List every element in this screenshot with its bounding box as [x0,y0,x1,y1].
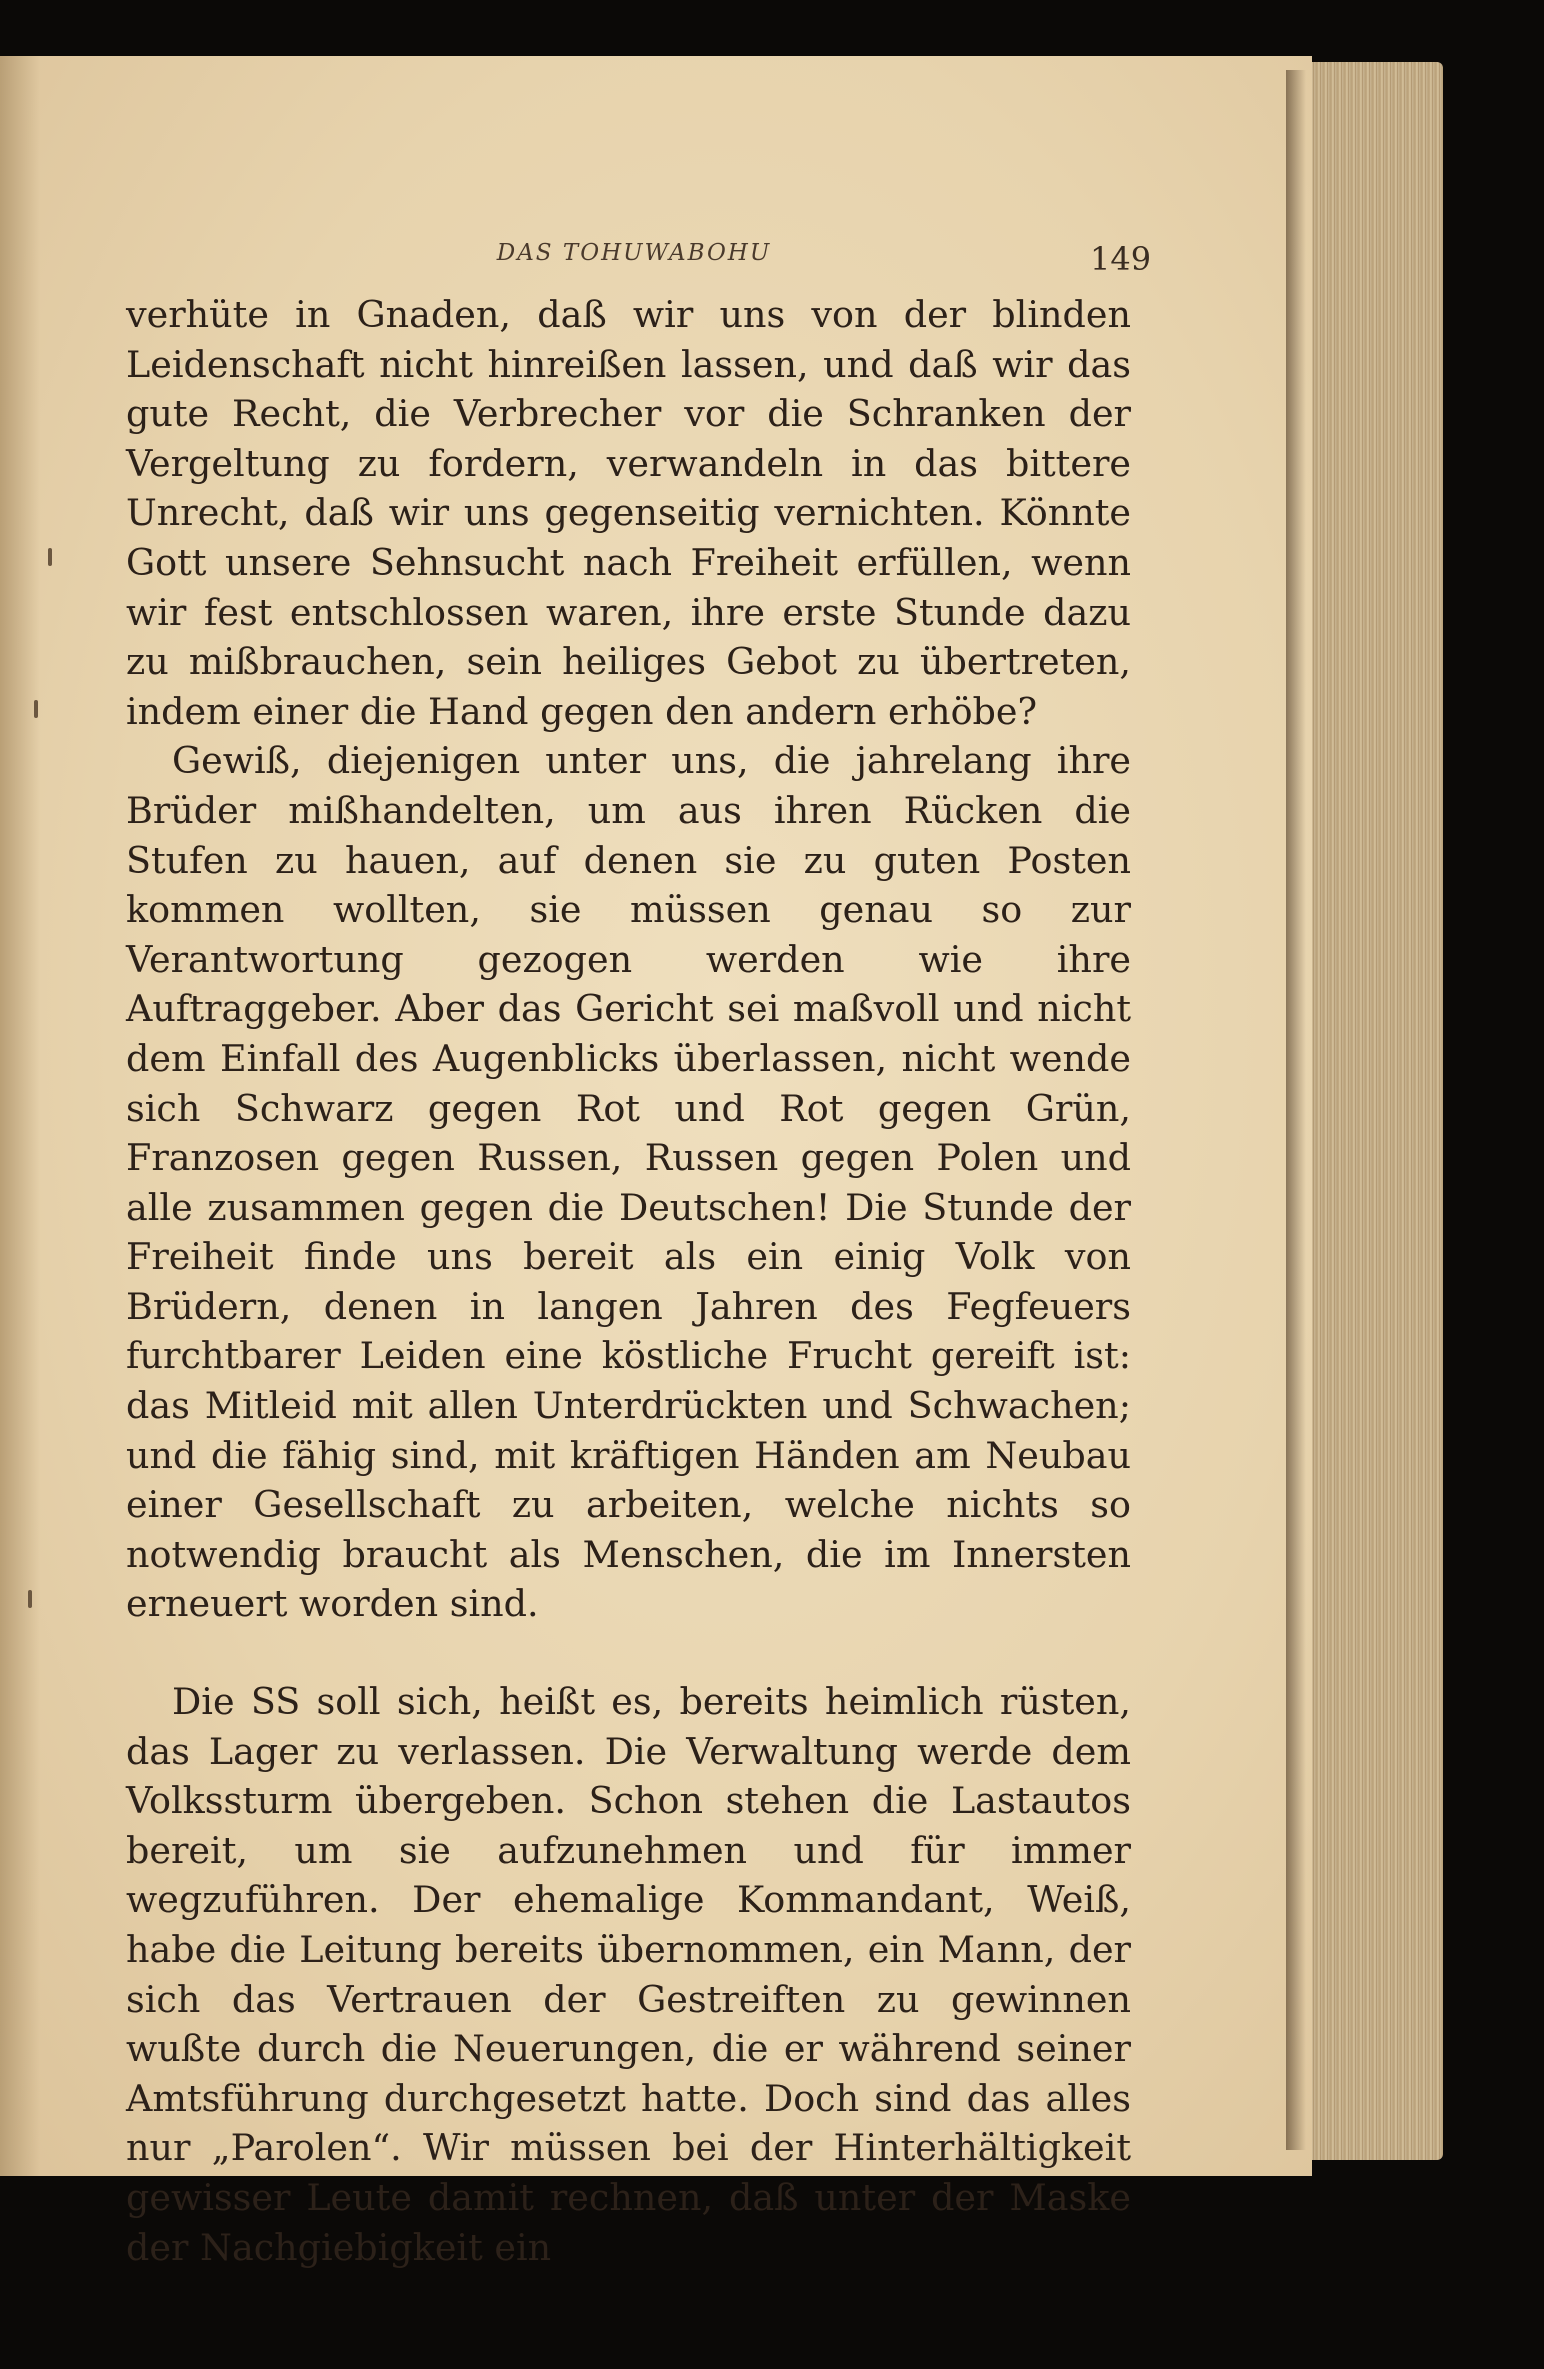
paragraph-3: Die SS soll sich, heißt es, bereits heimlich rüsten, das Lager zu verlassen. Die Verwaltung werde dem Volkssturm übergeben. Schon stehen die Lastautos bereit, um sie aufzunehmen und für immer wegzuführen. Der ehemalige Kommandant, Weiß, habe die Leitung bereits übernommen, ein Mann, der sich das Vertrauen der Gestreiften zu gewinnen wußte durch die Neuerungen, die er während seiner Amtsführung durchgesetzt hatte. Doch sind das alles nur „Parolen“. Wir müssen bei der Hinterhältigkeit gewisser Leute damit rechnen, daß unter der Maske der Nachgiebigkeit ein [126,1680,1131,2269]
page-edges [1300,62,1443,2160]
page-fold-shadow [1286,70,1306,2150]
book-gutter [0,56,40,2176]
page-number: 149 [1090,240,1152,278]
margin-mark [28,1590,32,1608]
paragraph-1: verhüte in Gnaden, daß wir uns von der blinden Leidenschaft nicht hinreißen lassen, und daß wir das gute Recht, die Verbrecher vor die Schranken der Vergeltung zu fordern, verwandeln in das bittere Unrecht, daß wir uns gegenseitig vernichten. Könnte Gott unsere Sehnsucht nach Freiheit erfüllen, wenn wir fest entschlossen waren, ihre erste Stunde dazu zu mißbrauchen, sein heiliges Gebot zu übertreten, indem einer die Hand gegen den andern erhöbe? [126,293,1131,733]
body-text [126,290,1131,2272]
margin-mark [34,700,38,718]
margin-mark [48,548,52,566]
running-header: DAS TOHUWABOHU [496,240,772,266]
paragraph-2: Gewiß, diejenigen unter uns, die jahrelang ihre Brüder mißhandelten, um aus ihren Rücken die Stufen zu hauen, auf denen sie zu guten Posten kommen wollten, sie müssen genau so zur Verantwortung gezogen werden wie ihre Auftraggeber. Aber das Gericht sei maßvoll und nicht dem Einfall des Augenblicks überlassen, nicht wende sich Schwarz gegen Rot und Rot gegen Grün, Franzosen gegen Russen, Russen gegen Polen und alle zusammen gegen die Deutschen! Die Stunde der Freiheit finde uns bereit als ein einig Volk von Brüdern, denen in langen Jahren des Fegfeuers furchtbarer Leiden eine köstliche Frucht gereift ist: das Mitleid mit allen Unterdrückten und Schwachen; und die fähig sind, mit kräftigen Händen am Neubau einer Gesellschaft zu arbeiten, welche nichts so notwendig braucht als Menschen, die im Innersten erneuert worden sind. [126,739,1131,1626]
